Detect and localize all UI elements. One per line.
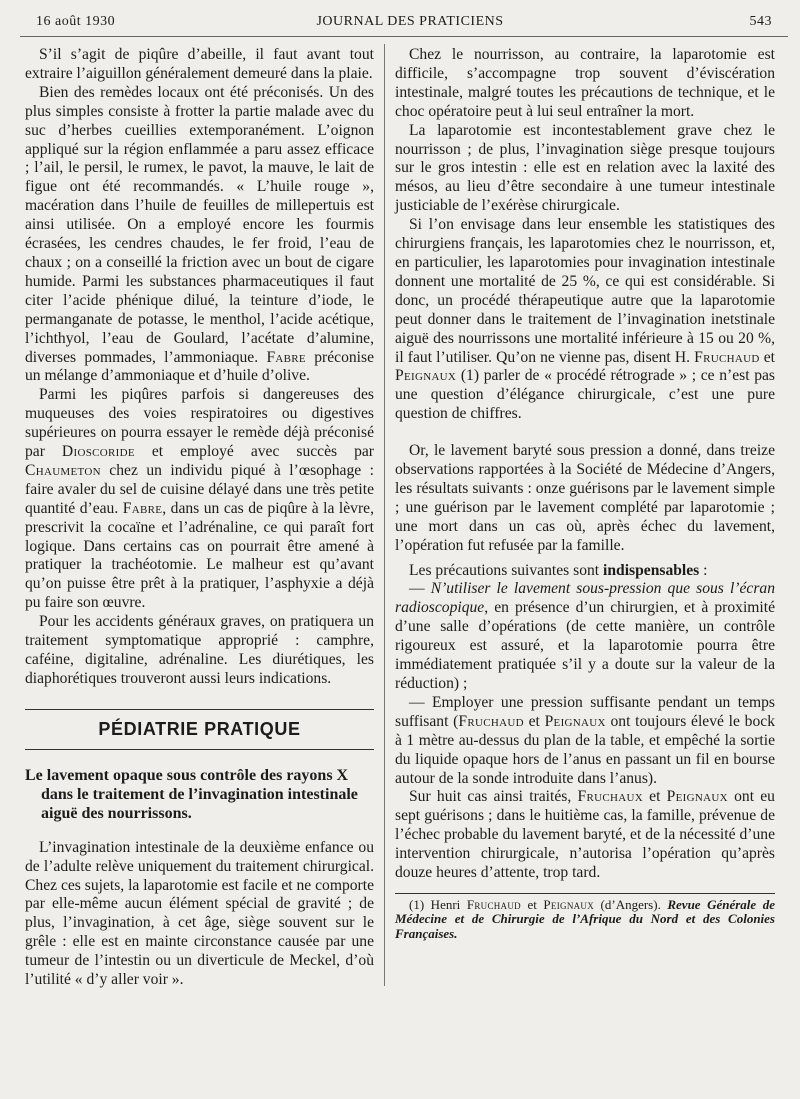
left-column xyxy=(25,46,374,990)
paragraph: Or, le lavement baryté sous pression a donné, dans treize observations rapportées à la Société de Médecine d’Angers, les résultats suivants : onze guérisons par le lavement simple ; une guérison par le lavement complété par laparotomie ; une mort dans un cas où, après échec du lavement, l’opération fut refusée par la famille. xyxy=(395,442,775,554)
author-name: Chaumeton xyxy=(25,461,101,479)
journal-reference: Revue Générale de Médecine et de Chirurgie de l’Afrique du Nord et des Colonies Françaises. xyxy=(395,896,775,941)
author-name: Peignaux xyxy=(666,788,728,806)
paragraph: Si l’on envisage dans leur ensemble les statistiques des chirurgiens français, les laparotomies chez le nourrisson, et, en particulier, les laparotomies pour invagination intestinale donnent une mortalité de 25 %, ce qui est considérable. Si donc, un procédé thérapeutique autre que la laparotomie peut donner dans le traitement de l’invagination inetstinale aiguë des nourrissons une mortalité inférieure à 15 ou 20 %, il faut l’utiliser. Qu’on ne vienne pas, disent H. Fruchaud et Peignaux (1) parler de « procédé rétrograde » ; ce n’est pas une question d’élégance chirurgicale, c’est une pure question de chiffres. xyxy=(395,216,776,423)
paragraph: Sur huit cas ainsi traités, Fruchaux et Peignaux ont eu sept guérisons ; dans le huitième cas, la famille, prévenue de l’échec probable du lavement baryté, et de la nécessité d’une intervention chirurgicale, n’autorisa l’opération qu’après douze heures d’attente, trop tard. xyxy=(395,788,775,882)
section-rule xyxy=(25,749,374,750)
author-name: Fruchaud xyxy=(466,896,521,912)
footnote-rule xyxy=(395,893,775,894)
paragraph: Chez le nourrisson, au contraire, la laparotomie est difficile, s’accompagne trop souvent d’éviscération intestinale, malgré toutes les précautions de technique, et le choc opératoire peut à lui seul entraîner la mort. xyxy=(395,46,775,120)
header-rule xyxy=(20,36,788,37)
paragraph: — Employer une pression suffisante pendant un temps suffisant (Fruchaud et Peignaux ont toujours élevé le bock à 1 mètre au-dessus du plan de la table, et empêché la sortie du liquide opaque hors de l’anus en passant un fil en bourse autour de la sonde introduite dans l’anus). xyxy=(395,693,775,787)
page-header xyxy=(36,14,784,34)
journal-title: JOURNAL DES PRATICIENS xyxy=(316,14,504,29)
page-number: 543 xyxy=(749,14,772,29)
issue-date: 16 août 1930 xyxy=(36,14,116,29)
author-name: Dioscoride xyxy=(61,443,135,461)
paragraph: Parmi les piqûres parfois si dangereuses des muqueuses des voies respiratoires ou digestives supérieures on pourra essayer le remède déjà préconisé par Dioscoride et employé avec succès par Chaumeton chez un individu piqué à l’œsophage : faire avaler du sel de cuisine délayé dans une très petite quantité d’eau. Fabre, dans un cas de piqûre à la lèvre, prescrivit la cocaïne et l’adrénaline, ce qui paraît fort logique. Dans certains cas on pourrait être amené à pratiquer la trachéotomie. Le malheur est qu’avant qu’on puisse être prêt à la pratiquer, l’asphyxie a déjà pu faire son œuvre. xyxy=(25,386,374,612)
author-name: Fruchaux xyxy=(577,788,643,806)
author-name: Fruchaud xyxy=(458,712,524,730)
author-name: Fruchaud xyxy=(694,348,760,366)
paragraph: Bien des remèdes locaux ont été préconisés. Un des plus simples consiste à frotter la partie malade avec du suc d’herbes cueillies extemporanément. L’oignon appliqué sur la région enflammée a paru assez efficace ; l’ail, le persil, le rumex, le pavot, la mauve, le lait de figue ont été recommandés. « L’huile rouge », macération dans l’huile de feuilles de millepertuis est ainsi utilisée. On a employé encore les fourmis écrasées, les cendres chaudes, le fer froid, l’eau de chaux ; on a conseillé la friction avec un bout de cigare humide. Parmi les substances pharmaceutiques il faut citer l’acide phénique dilué, la teinture d’iode, le permanganate de potasse, le menthol, l’acide acétique, l’ichthyol, l’eau de Goulard, l’acétate d’alumine, diverses pommades, l’ammoniaque. Fabre préconise un mélange d’ammoniaque et d’huile d’olive. xyxy=(25,83,375,385)
paragraph: Pour les accidents généraux graves, on pratiquera un traitement symptomatique approprié : camphre, caféine, digitaline, adrénaline. Les diurétiques, les diaphorétiques trouveront aussi leurs indications. xyxy=(25,613,374,687)
paragraph: Les précautions suivantes sont indispensables : xyxy=(409,561,708,579)
article-title: Le lavement opaque sous contrôle des rayons X dans le traitement de l’invagination intestinale aiguë des nourrissons. xyxy=(25,766,358,822)
paragraph: S’il s’agit de piqûre d’abeille, il faut avant tout extraire l’aiguillon généralement demeuré dans la plaie. xyxy=(25,46,374,82)
section-title: PÉDIATRIE PRATIQUE xyxy=(98,718,301,739)
author-name: Peignaux xyxy=(544,712,606,730)
paragraph: La laparotomie est incontestablement grave chez le nourrisson ; de plus, l’invagination siège presque toujours sur le gros intestin : elle est en relation avec la laxité des mésos, au lieu d’être secondaire à une tumeur intestinale justiciable de l’exérèse chirurgicale. xyxy=(395,121,775,215)
author-name: Fabre xyxy=(266,348,306,366)
author-name: Peignaux xyxy=(543,896,595,912)
column-divider xyxy=(384,44,385,986)
author-name: Peignaux xyxy=(395,367,457,385)
footnote: (1) Henri Fruchaud et Peignaux (d’Angers). Revue Générale de Médecine et de Chirurgie de l’Afrique du Nord et des Colonies Françaises. xyxy=(395,896,775,941)
paragraph: L’invagination intestinale de la deuxième enfance ou de l’adulte relève uniquement du traitement chirurgical. Chez ces sujets, la laparotomie est facile et ne comporte par elle-même aucun élément spécial de gravité ; de plus, l’invagination, à cet âge, siège souvent sur le grêle : elle est en mainte circonstance causée par une tumeur de l’intestin ou un diverticule de Meckel, d’où l’utilité « d’y aller voir ». xyxy=(25,838,374,989)
paragraph: — N’utiliser le lavement sous-pression que sous l’écran radioscopique, en présence d’un chirurgien, et à proximité d’une salle d’opérations (de cette manière, un contrôle rigoureux est assuré, et la laparotomie pourra être immédiatement pratiquée s’il y a doute sur la valeur de la réduction) ; xyxy=(395,580,775,692)
section-rule xyxy=(25,709,374,710)
emphasis: N’utiliser le lavement sous-pression que sous l’écran radioscopique xyxy=(395,580,775,617)
right-column xyxy=(395,46,775,941)
emphasis: indispensables xyxy=(603,561,700,579)
author-name: Fabre xyxy=(122,499,163,517)
